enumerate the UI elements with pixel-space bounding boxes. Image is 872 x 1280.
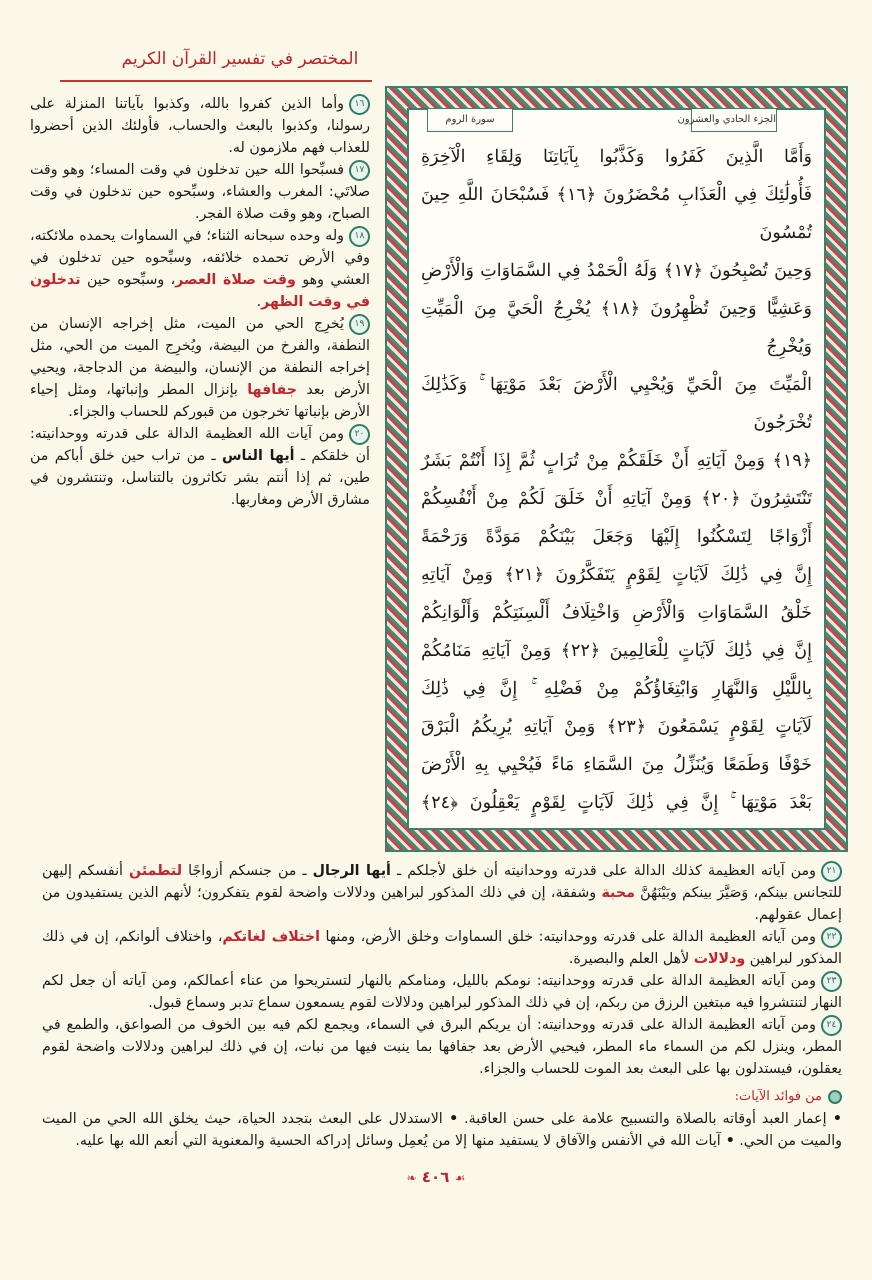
bold-phrase: أيها الرجال [312,863,391,879]
highlighted-word: ودلالات [693,951,746,967]
tafsir-text: وشفقة، إن في ذلك المذكور لبراهين ودلالات واضحة لقوم يتفكرون؛ لأنهم الذين يستفيدون من إعمال عقولهم. [42,885,842,923]
tafsir-text: لأهل العلم والبصيرة. [568,951,694,967]
tafsir-text: فسبِّحوا الله حين تدخلون في وقت المساء؛ وهو وقت صلاتَي: المغرب والعشاء، وسبِّحوه حين تدخلون في وقت الصباح، وهو وقت صلاة الفجر. [30,162,370,222]
quran-line: خَلْقُ السَّمَاوَاتِ وَالْأَرْضِ وَاخْتِلَافُ أَلْسِنَتِكُمْ وَأَلْوَانِكُمْ [421,603,812,623]
tafsir-paragraph [42,1014,842,1080]
tafsir-text: وله وحده سبحانه الثناء؛ في السماوات يحمده ملائكته، وفي الأرض تحمده خلائقه، وسبِّحوه حين تدخلون في العشي وهو [30,228,370,288]
highlighted-word: وقت صلاة العصر [175,272,296,288]
bottom-tafsir [42,860,842,1080]
tafsir-paragraph [30,225,370,313]
quran-line: ﴿١٩﴾ وَمِنْ آيَاتِهِ أَنْ خَلَقَكُمْ مِنْ تُرَابٍ ثُمَّ إِذَا أَنْتُمْ بَشَرٌ [421,451,812,471]
page-number-text: ٤٠٦ [421,1168,450,1186]
quran-line: وَحِينَ تُصْبِحُونَ ﴿١٧﴾ وَلَهُ الْحَمْدُ فِي السَّمَاوَاتِ وَالْأَرْضِ [421,261,812,281]
quran-line: إِنَّ فِي ذَٰلِكَ لَآيَاتٍ لِقَوْمٍ يَتَفَكَّرُونَ ﴿٢١﴾ وَمِنْ آيَاتِهِ [421,565,813,585]
quran-line: بِاللَّيْلِ وَالنَّهَارِ وَابْتِغَاؤُكُمْ مِنْ فَضْلِهِ ۚ إِنَّ فِي ذَٰلِكَ [421,679,812,699]
page-body [30,86,848,852]
verse-number-marker: ١٦ [349,94,370,115]
page-number [0,1166,872,1209]
bullet-icon: • [826,1111,842,1127]
tafsir-text: ـ من جنسكم أزواجًا [182,863,313,879]
tafsir-text: ومن آياته العظيمة الدالة على قدرته ووحدانيته: أن يريكم البرق في السماء، ويجمع لكم فيه بين الخوف من الصواعق، والطمع في المطر، وينزل لكم من السماء ماء المطر، فيحيي الأرض بعد جفافها بما ينبت فيها من نبات، إن في ذلك لبراهين ودلالات واضحة لقوم يعقلون، فيستدلون بها على البعث بعد الموت للحساب والجزاء. [42,1017,842,1077]
page-header [0,0,872,86]
highlighted-word: تدخلون في وقت الظهر [30,272,370,310]
book-title: المختصر في تفسير القرآن الكريم [121,49,359,69]
verse-number-marker: ٢٢ [821,927,842,948]
quran-line: تَنْتَشِرُونَ ﴿٢٠﴾ وَمِنْ آيَاتِهِ أَنْ خَلَقَ لَكُمْ مِنْ أَنْفُسِكُمْ [421,489,812,509]
quran-line: وَعَشِيًّا وَحِينَ تُظْهِرُونَ ﴿١٨﴾ يُخْرِجُ الْحَيَّ مِنَ الْمَيِّتِ وَيُخْرِجُ [421,299,813,357]
tafsir-paragraph [42,926,842,970]
quran-line: الْمَيِّتَ مِنَ الْحَيِّ وَيُحْيِي الْأَرْضَ بَعْدَ مَوْتِهَا ۚ وَكَذَٰلِكَ تُخْرَجُونَ [421,375,812,433]
side-tafsir-column [30,93,370,511]
verse-number-marker: ٢٠ [349,424,370,445]
tafsir-text: يُخرِج الحي من الميت، مثل إخراجه الإنسان من النطفة، والفرخ من البيضة، ويُخرِج الميت من الحي، مثل إخراجه النطفة من الإنسان، والبيضة من الدجاجة، ويحيي الأرض بعد [30,316,371,398]
quran-line: لَآيَاتٍ لِقَوْمٍ يَسْمَعُونَ ﴿٢٣﴾ وَمِنْ آيَاتِهِ يُرِيكُمُ الْبَرْقَ [421,717,813,737]
highlighted-word: اختلاف لغاتكم [222,929,320,945]
tafsir-paragraph [42,860,842,926]
quran-line: أَزْوَاجًا لِتَسْكُنُوا إِلَيْهَا وَجَعَلَ بَيْنَكُمْ مَوَدَّةً وَرَحْمَةً [421,527,812,547]
tafsir-text: ومن آياته العظيمة الدالة على قدرته ووحدانيته: خلق السماوات وخلق الأرض، ومنها [319,929,816,945]
quran-line: بَعْدَ مَوْتِهَا ۚ إِنَّ فِي ذَٰلِكَ لَآيَاتٍ لِقَوْمٍ يَعْقِلُونَ ﴿٢٤﴾ [421,793,812,813]
benefits-bullet-icon [828,1090,842,1104]
benefits-list [42,1108,842,1152]
tafsir-text: ـ من تراب حين خلق أباكم من طين، ثم إذا أنتم بشر تكاثرون بالتناسل، وتنتشرون في مشارق الأرض ومغاربها. [30,448,370,508]
tafsir-text: ومن آياته العظيمة كذلك الدالة على قدرته ووحدانيته أن خلق لأجلكم ـ [390,863,817,879]
tafsir-text: أنفسكم إليهن للتجانس بينكم، وَصَيَّرَ بينكم وبَيْنَهُنَّ [42,863,843,901]
quran-line: فَأُولَٰئِكَ فِي الْعَذَابِ مُحْضَرُونَ ﴿١٦﴾ فَسُبْحَانَ اللَّهِ حِينَ تُمْسُونَ [421,185,812,243]
tafsir-text: ومن آياته العظيمة الدالة على قدرته ووحدانيته: نومكم بالليل، ومنامكم بالنهار لتستريحوا من عناء أعمالكم، ومن آياته أن جعل لكم النهار لتنتشروا فيه مبتغين الرزق من ربكم، إن في ذلك المذكور لبراهين ودلالات لقوم يسمعون سماع تدبر وسماع قبول. [42,973,842,1011]
tafsir-text: بإنزال المطر وإنباتها، ومثل إحياء الأرض بإنباتها تخرجون من قبوركم للحساب والجزاء. [30,382,370,420]
verse-number-marker: ١٧ [349,160,370,181]
surah-name-label: سورة الروم [427,108,513,132]
bullet-icon: • [442,1111,459,1127]
benefits-heading [42,1086,842,1108]
tafsir-paragraph [30,423,370,511]
header-divider [60,80,372,82]
quran-line: خَوْفًا وَطَمَعًا وَيُنَزِّلُ مِنَ السَّمَاءِ مَاءً فَيُحْيِي بِهِ الْأَرْضَ [421,755,812,775]
benefit-item: الاستدلال على البعث بتجدد الحياة، حيث يخلق الله الحي من الميت والميت من الحي. [42,1111,842,1149]
benefit-item: آيات الله في الأنفس والآفاق لا يستفيد منها إلا من يُعمِل وسائل إدراكه الحسية والمعنوية التي أنعم الله بها عليه. [75,1133,721,1149]
verse-number-marker: ٢١ [821,861,842,882]
highlighted-word: جفافها [247,382,297,398]
benefits-heading-text: من فوائد الآيات: [734,1089,822,1104]
tafsir-text: . [256,294,262,310]
verse-number-marker: ١٨ [349,226,370,247]
tafsir-paragraph [42,970,842,1014]
juz-name-label: الجزء الحادي والعشرون [691,108,777,132]
bold-phrase: أيها الناس [221,448,295,464]
ornament-left-icon: ❧ [406,1171,417,1185]
tafsir-paragraph [30,313,370,423]
verse-number-marker: ١٩ [349,314,370,335]
tafsir-text: ، واختلاف ألوانكم، إن في ذلك المذكور لبراهين [42,929,842,967]
quran-text [421,138,812,822]
highlighted-word: محبة [601,885,635,901]
verse-number-marker: ٢٣ [821,971,842,992]
bullet-icon: • [720,1133,735,1149]
highlighted-word: لتطمئن [129,863,183,879]
tafsir-text: ، وسبِّحوه حين [80,272,176,288]
verse-number-marker: ٢٤ [821,1015,842,1036]
tafsir-paragraph [30,159,370,225]
tafsir-paragraph [30,93,370,159]
bottom-tafsir-section [42,852,842,1152]
quran-line: إِنَّ فِي ذَٰلِكَ لَآيَاتٍ لِلْعَالِمِينَ ﴿٢٢﴾ وَمِنْ آيَاتِهِ مَنَامُكُمْ [421,641,813,661]
quran-page [407,108,826,830]
quran-line: وَأَمَّا الَّذِينَ كَفَرُوا وَكَذَّبُوا بِآيَاتِنَا وَلِقَاءِ الْآخِرَةِ [421,147,812,167]
benefit-item: إعمار العبد أوقاته بالصلاة والتسبيح علامة على حسن العاقبة. [464,1111,827,1127]
tafsir-text: وأما الذين كفروا بالله، وكذبوا بآياتنا المنزلة على رسولنا، وكذبوا بالبعث والحساب، فأولئك الذين أحضروا للعذاب فهم ملازمون له. [30,96,370,156]
quran-frame [385,86,848,852]
tafsir-text: ومن آيات الله العظيمة الدالة على قدرته ووحدانيته: أن خلقكم ـ [30,426,370,464]
ornament-right-icon: ☙ [454,1171,466,1185]
